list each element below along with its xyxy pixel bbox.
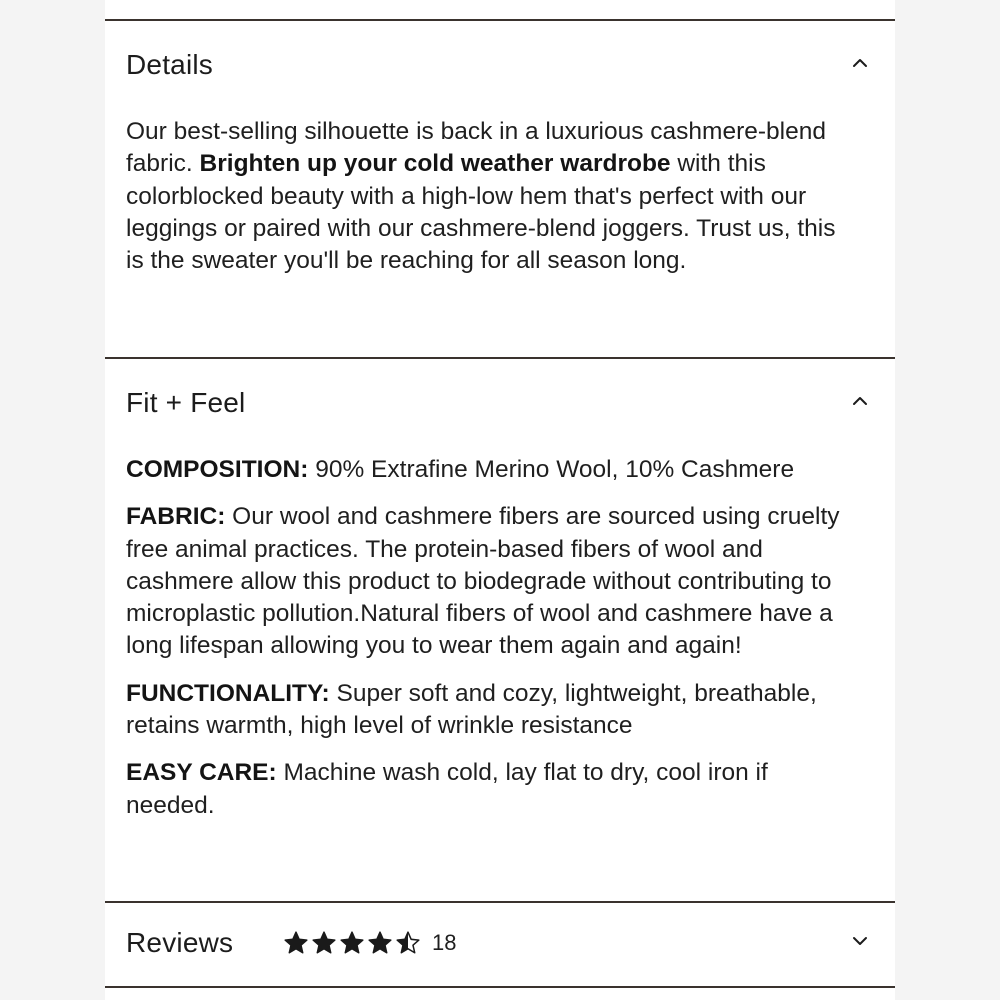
section-divider — [105, 357, 895, 359]
easy-care-paragraph — [126, 757, 841, 822]
details-text-after: with this colorblocked beauty with a high-low hem that's perfect with our leggings or paired with our cashmere-blend joggers. Trust us, this is the sweater you'll be reaching for all season long. — [126, 150, 836, 275]
fabric-label: FABRIC: — [126, 503, 226, 531]
chevron-up-icon[interactable] — [850, 53, 870, 73]
composition-paragraph — [126, 454, 841, 486]
easy-care-label: EASY CARE: — [126, 759, 277, 787]
review-count[interactable]: 18 — [432, 930, 457, 955]
star-full-icon — [339, 930, 365, 956]
chevron-down-icon[interactable] — [850, 931, 870, 951]
details-text-before: Our best-selling silhouette is back in a luxurious cashmere-blend fabric. — [126, 118, 826, 178]
star-full-icon — [367, 930, 393, 956]
section-divider — [105, 901, 895, 903]
details-text-highlight: Brighten up your cold weather wardrobe — [199, 150, 671, 178]
functionality-paragraph — [126, 678, 841, 743]
fabric-value: Our wool and cashmere fibers are sourced using cruelty free animal practices. The protein-based fibers of wool and cashmere allow this product to biodegrade without contributing to microplastic pollution.Natural fibers of wool and cashmere have a long lifespan allowing you to wear them again and again! — [126, 503, 840, 660]
details-description — [126, 116, 841, 277]
section-divider — [105, 986, 895, 988]
star-full-icon — [283, 930, 309, 956]
composition-label: COMPOSITION: — [126, 456, 309, 483]
easy-care-value: Machine wash cold, lay flat to dry, cool iron if needed. — [126, 759, 768, 819]
fit-feel-content — [126, 454, 841, 822]
details-section-header[interactable] — [105, 35, 895, 95]
star-rating[interactable] — [283, 928, 421, 958]
fit-feel-section-header[interactable] — [105, 373, 895, 433]
chevron-up-icon[interactable] — [850, 391, 870, 411]
reviews-title: Reviews — [126, 927, 234, 958]
functionality-value: Super soft and cozy, lightweight, breathable, retains warmth, high level of wrinkle resistance — [126, 679, 817, 740]
details-title: Details — [126, 49, 213, 80]
star-half-icon — [395, 930, 421, 956]
fabric-paragraph — [126, 501, 841, 662]
functionality-label: FUNCTIONALITY: — [126, 679, 330, 707]
fit-feel-title: Fit + Feel — [126, 387, 246, 418]
star-full-icon — [311, 930, 337, 956]
product-info-panel — [105, 0, 895, 1000]
composition-value: 90% Extrafine Merino Wool, 10% Cashmere — [308, 456, 795, 483]
reviews-section-header[interactable] — [105, 913, 895, 973]
section-divider — [105, 19, 895, 21]
